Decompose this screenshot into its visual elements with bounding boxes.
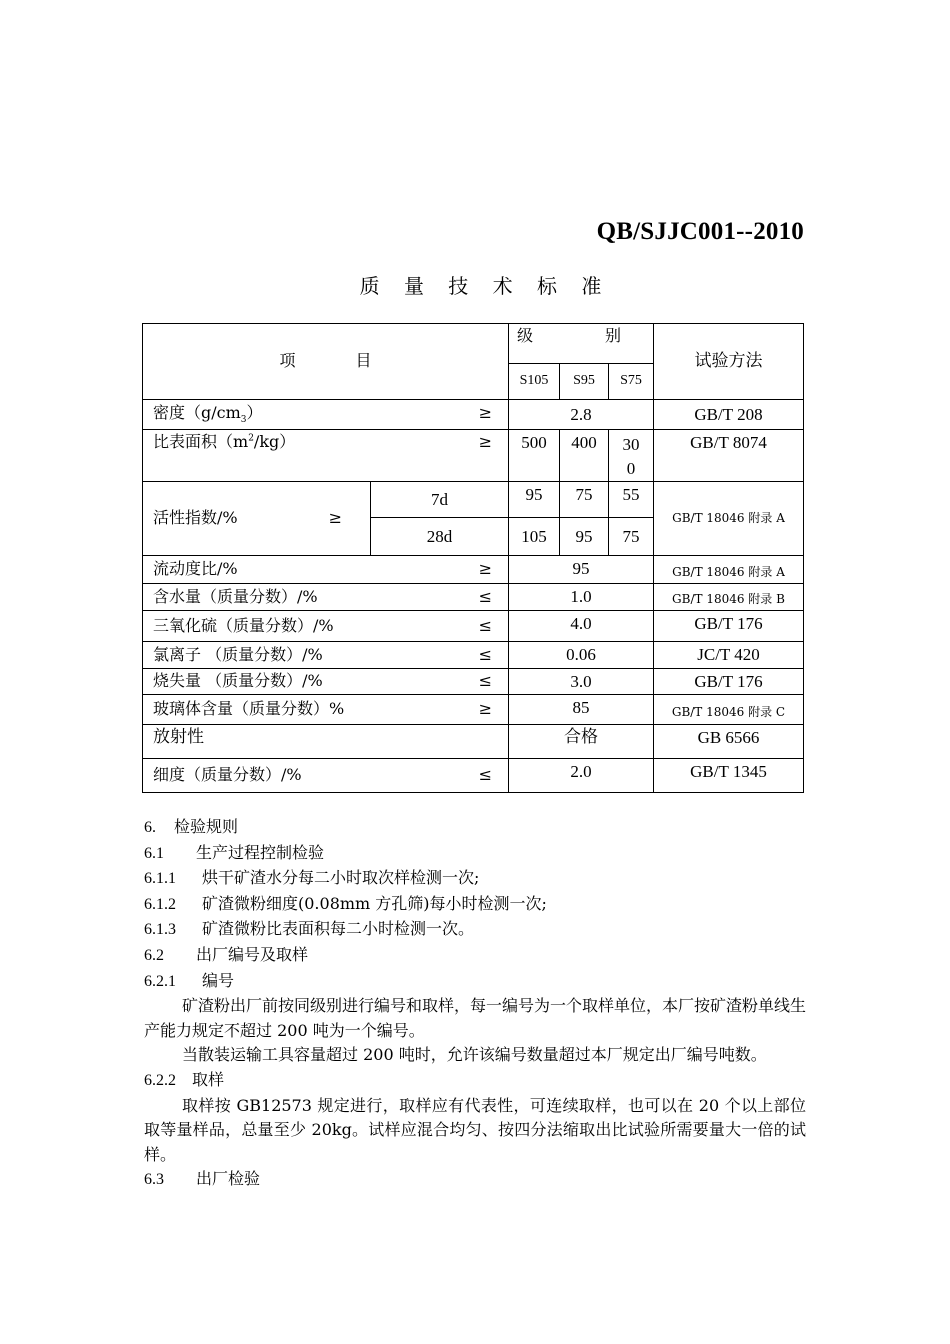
grade-s105: S105 (509, 364, 560, 400)
row-label: 烧失量 （质量分数）/% ≤ (143, 669, 509, 695)
row-method: GB/T 8074 (654, 430, 804, 482)
quality-standard-table (142, 323, 804, 793)
row-method: GB/T 176 (654, 611, 804, 642)
compare-symbol: ≥ (478, 699, 492, 719)
section-6-2-2: 6.2.2 取样 (144, 1069, 225, 1089)
compare-symbol: ≤ (478, 644, 492, 664)
table-row (143, 556, 804, 584)
row-label: 流动度比/% ≥ (143, 556, 509, 584)
section-6-1: 6.1 生产过程控制检验 (144, 842, 325, 862)
row-value: 500 (509, 430, 560, 482)
compare-symbol: ≤ (478, 615, 492, 635)
table-row (143, 584, 804, 611)
section-6-2-1: 6.2.1 编号 (144, 970, 235, 990)
page-title: 质 量 技 术 标 准 (359, 274, 611, 298)
row-method: GB/T 1345 (654, 759, 804, 793)
compare-symbol: ≥ (478, 432, 492, 451)
row-value: 4.0 (509, 611, 654, 642)
table-row (143, 759, 804, 793)
row-value: 105 (509, 518, 560, 556)
paragraph-bulk-transport: 当散装运输工具容量超过 200 吨时，允许该编号数量超过本厂规定出厂编号吨数。 (182, 1045, 767, 1065)
row-label: 活性指数/% ≥ (143, 482, 371, 556)
compare-symbol: ≤ (478, 586, 492, 606)
row-method: JC/T 420 (654, 642, 804, 669)
row-label: 氯离子 （质量分数）/% ≤ (143, 642, 509, 669)
row-method: GB/T 18046 附录 A (654, 482, 804, 556)
row-label: 放射性 (143, 725, 509, 759)
row-label: 三氧化硫（质量分数）/% ≤ (143, 611, 509, 642)
row-label: 比表面积$(m^2/kg)$ ≥ (143, 430, 509, 482)
table-row (143, 725, 804, 759)
row-value: 55 (609, 482, 654, 518)
row-value: 30 0 (609, 430, 654, 482)
table-row (143, 611, 804, 642)
row-method: GB/T 208 (654, 400, 804, 430)
section-6-2: 6.2 出厂编号及取样 (144, 944, 309, 964)
section-6-1-3: 6.1.3 矿渣微粉比表面积每二小时检测一次。 (144, 919, 475, 939)
header-item: 项 目 (143, 324, 509, 400)
compare-symbol: ≤ (478, 671, 492, 691)
row-value: 3.0 (509, 669, 654, 695)
compare-symbol: ≤ (478, 765, 492, 785)
row-value: 75 (560, 482, 609, 518)
row-value: 2.0 (509, 759, 654, 793)
compare-symbol: ≥ (328, 508, 342, 528)
paragraph-sampling: 取样按 GB12573 规定进行，取样应有代表性，可连续取样，也可以在 20 个以上部位取等量样品，总量至少 20kg。试样应混合均匀、按四分法缩取出比试验所需要量大一倍的试样。 (144, 1095, 806, 1164)
row-label: 含水量（质量分数）/% ≤ (143, 584, 509, 611)
row-value: 95 (509, 482, 560, 518)
row-value: 400 (560, 430, 609, 482)
document-number: QB/SJJC001--2010 (596, 218, 804, 245)
row-method: GB 6566 (654, 725, 804, 759)
age-28d: 28d (371, 518, 509, 556)
compare-symbol: ≥ (478, 402, 492, 422)
row-label: 细度（质量分数）/% ≤ (143, 759, 509, 793)
body-text (144, 815, 806, 1193)
row-method: GB/T 18046 附录 C (654, 695, 804, 725)
row-method: GB/T 18046 附录 B (654, 584, 804, 611)
row-method: GB/T 18046 附录 A (654, 556, 804, 584)
row-value: 85 (509, 695, 654, 725)
header-method: 试验方法 (654, 324, 804, 400)
paragraph-numbering: 矿渣粉出厂前按同级别进行编号和取样，每一编号为一个取样单位，本厂按矿渣粉单线生产能力规定不超过 200 吨为一个编号。 (144, 996, 807, 1040)
section-6-1-2: 6.1.2 矿渣微粉细度(0.08mm 方孔筛)每小时检测一次; (144, 893, 547, 913)
row-value: 75 (609, 518, 654, 556)
row-value: 95 (560, 518, 609, 556)
row-label: 玻璃体含量（质量分数）% ≥ (143, 695, 509, 725)
row-value: 1.0 (509, 584, 654, 611)
row-value: 2.8 (509, 400, 654, 430)
section-6-1-1: 6.1.1 烘干矿渣水分每二小时取次样检测一次; (144, 868, 480, 888)
section-6-3: 6.3 出厂检验 (144, 1169, 261, 1189)
section-6: 6. 检验规则 (144, 817, 239, 836)
row-value: 合格 (509, 725, 654, 759)
age-7d: 7d (371, 482, 509, 518)
row-value: 95 (509, 556, 654, 584)
table-row (143, 669, 804, 695)
header-grade: 级 别 (509, 324, 654, 364)
table-row (143, 695, 804, 725)
row-method: GB/T 176 (654, 669, 804, 695)
grade-s95: S95 (560, 364, 609, 400)
table-row (143, 400, 804, 430)
table-row (143, 430, 804, 482)
table-row (143, 482, 804, 518)
row-value: 0.06 (509, 642, 654, 669)
grade-s75: S75 (609, 364, 654, 400)
table-row (143, 642, 804, 669)
compare-symbol: ≥ (478, 559, 492, 579)
row-label: 密度$(g/cm_3)$ ≥ (143, 400, 509, 430)
